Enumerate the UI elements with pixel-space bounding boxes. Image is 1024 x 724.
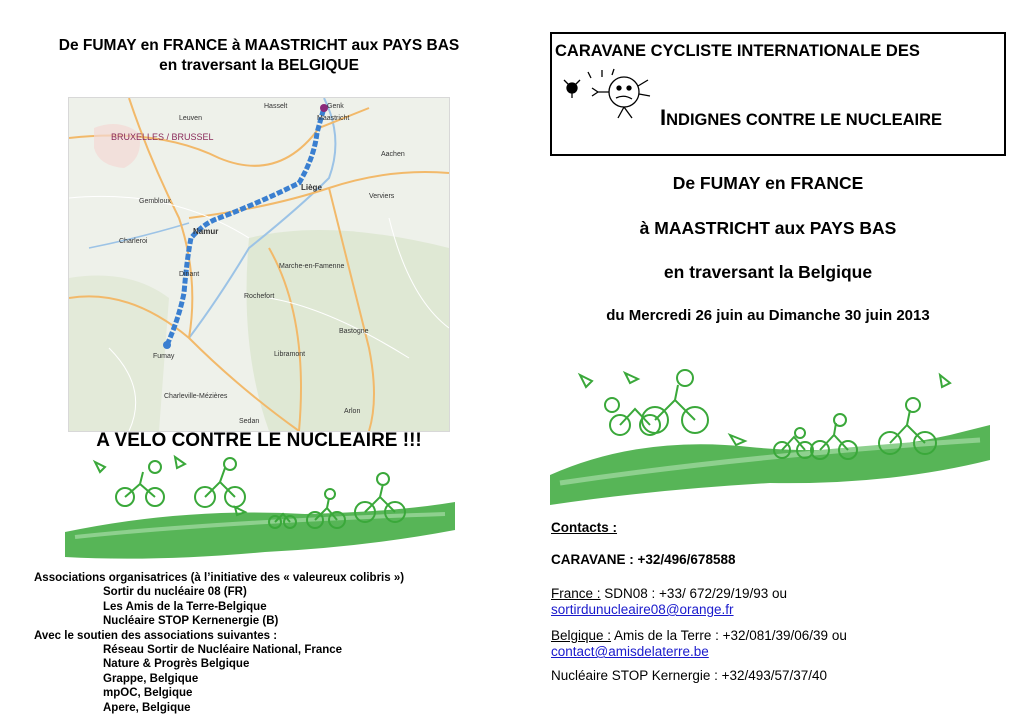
- france-email-link[interactable]: sortirdunucleaire08@orange.fr: [551, 602, 734, 617]
- box-title-line-2: [660, 105, 942, 131]
- supporter-item: Apere, Belgique: [103, 701, 191, 714]
- supporter-item: Grappe, Belgique: [103, 672, 199, 685]
- route-via: en traversant la Belgique: [663, 262, 873, 282]
- belgique-phone: Amis de la Terre : +32/081/39/06/39 ou: [611, 628, 847, 643]
- velo-title: A VELO CONTRE LE NUCLEAIRE !!!: [96, 430, 422, 451]
- cyclists-illustration-left: [65, 452, 455, 567]
- map-label-gembloux: Gembloux: [139, 198, 171, 205]
- france-phone: SDN08 : +33/ 672/29/19/93 ou: [600, 586, 788, 601]
- map-label-maastricht: Maastricht: [317, 115, 350, 122]
- assoc-heading: Associations organisatrices (à l’initiative des « valeureux colibris »): [34, 572, 405, 584]
- france-contact: [551, 586, 787, 618]
- box-title-initial: I: [660, 105, 667, 130]
- organizer-item: Les Amis de la Terre-Belgique: [103, 600, 267, 613]
- contacts-label: Contacts :: [551, 520, 618, 535]
- belgique-label: Belgique :: [551, 628, 612, 643]
- map-label-libramont: Libramont: [274, 351, 306, 358]
- box-title-line-1: CARAVANE CYCLISTE INTERNATIONALE DES: [555, 42, 920, 60]
- map-label-sedan: Sedan: [239, 418, 260, 425]
- map-label-arlon: Arlon: [344, 408, 361, 415]
- map-label-fumay: Fumay: [153, 353, 175, 360]
- map-label-liege: Liège: [301, 183, 322, 192]
- route-map: [68, 97, 450, 432]
- radiation-sun-icon: [558, 66, 658, 122]
- stop-kernergie-contact: Nucléaire STOP Kernergie : +32/493/57/37/40: [551, 668, 828, 683]
- cyclists-illustration-right: [550, 365, 990, 520]
- map-label-hasselt: Hasselt: [264, 103, 288, 110]
- map-label-verviers: Verviers: [369, 193, 395, 200]
- supporter-item: Réseau Sortir de Nucléaire National, France: [103, 644, 343, 657]
- caravane-phone: CARAVANE : +32/496/678588: [551, 552, 736, 567]
- map-label-marche: Marche-en-Famenne: [279, 263, 345, 270]
- associations-block: [34, 571, 504, 715]
- france-label: France :: [551, 586, 601, 601]
- cyclists-drawing: [550, 365, 990, 520]
- organizer-item: Nucléaire STOP Kernenergie (B): [103, 615, 279, 628]
- map-label-namur: Namur: [193, 227, 219, 236]
- map-label-charleroi: Charleroi: [119, 238, 148, 245]
- map-label-bruxelles: BRUXELLES / BRUSSEL: [111, 132, 214, 142]
- heading-line-2: en traversant la BELGIQUE: [159, 57, 359, 74]
- route-from: De FUMAY en FRANCE: [672, 173, 864, 193]
- map-label-rochefort: Rochefort: [244, 293, 275, 300]
- map-label-charleville: Charleville-Mézières: [164, 393, 228, 400]
- route-map-graphic: [69, 98, 449, 431]
- route-to: à MAASTRICHT aux PAYS BAS: [639, 218, 897, 238]
- supporter-item: mpOC, Belgique: [103, 687, 193, 700]
- heading-line-1: De FUMAY en FRANCE à MAASTRICHT aux PAYS BAS: [58, 37, 460, 54]
- box-title-rest: NDIGNES CONTRE LE NUCLEAIRE: [666, 111, 943, 129]
- cyclists-drawing: [65, 452, 455, 567]
- belgique-email-link[interactable]: contact@amisdelaterre.be: [551, 644, 709, 659]
- left-heading: [20, 36, 498, 76]
- map-label-aachen: Aachen: [381, 151, 405, 158]
- map-label-bastogne: Bastogne: [339, 328, 369, 335]
- event-dates: du Mercredi 26 juin au Dimanche 30 juin 2013: [606, 307, 930, 324]
- map-label-dinant: Dinant: [179, 271, 200, 278]
- anti-nuclear-logo: [558, 66, 658, 122]
- organizer-item: Sortir du nucléaire 08 (FR): [103, 586, 247, 599]
- belgique-contact: [551, 628, 847, 660]
- supporter-item: Nature & Progrès Belgique: [103, 658, 250, 671]
- support-heading: Avec le soutien des associations suivantes :: [34, 629, 278, 642]
- map-label-genk: Genk: [327, 103, 344, 110]
- map-label-leuven: Leuven: [179, 115, 202, 122]
